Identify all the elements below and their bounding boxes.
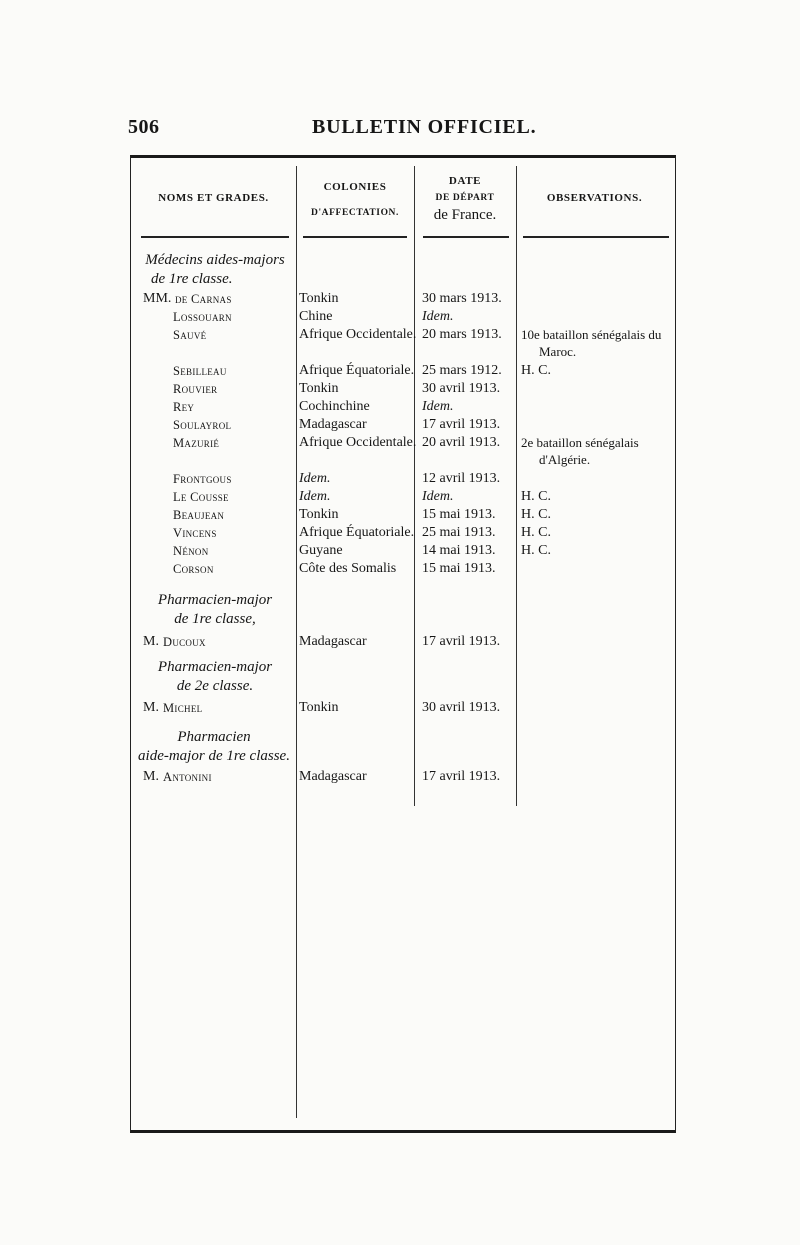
row-observation-cont: d'Algérie. bbox=[539, 452, 591, 467]
row-prefix: M. bbox=[143, 700, 159, 715]
row-colony: Idem. bbox=[299, 489, 331, 504]
row-date: 15 mai 1913. bbox=[422, 507, 496, 522]
column-rule bbox=[414, 166, 415, 806]
row-observation: H. C. bbox=[521, 525, 551, 540]
header-rule bbox=[141, 236, 289, 238]
page-number: 506 bbox=[128, 116, 160, 138]
header-rule bbox=[423, 236, 509, 238]
row-name: Mazurié bbox=[173, 436, 220, 450]
row-name: Rouvier bbox=[173, 382, 218, 396]
row-colony: Tonkin bbox=[299, 507, 339, 522]
row-name: Rey bbox=[173, 400, 195, 414]
column-rule bbox=[296, 166, 297, 1118]
row-prefix: M. bbox=[143, 769, 159, 784]
row-date: 30 avril 1913. bbox=[422, 381, 501, 396]
row-name: Sauvé bbox=[173, 328, 207, 342]
row-observation: 2e bataillon sénégalais bbox=[521, 435, 639, 450]
row-name: Vincens bbox=[173, 526, 217, 540]
header-colonies: COLONIES bbox=[323, 181, 387, 193]
row-colony: Afrique Équatoriale. bbox=[299, 525, 415, 540]
row-name: Lossouarn bbox=[173, 310, 232, 324]
section-title-line: aide-major de 1re classe. bbox=[138, 748, 290, 764]
row-date: 17 avril 1913. bbox=[422, 769, 501, 784]
section-title bbox=[135, 591, 295, 629]
section-title-line: Pharmacien bbox=[177, 729, 251, 745]
row-name: Beaujean bbox=[173, 508, 225, 522]
row-observation-cont: Maroc. bbox=[539, 344, 577, 359]
section-title-line: Médecins aides-majors bbox=[145, 252, 285, 268]
header-affectation: D'AFFECTATION. bbox=[310, 208, 399, 218]
row-colony: Madagascar bbox=[299, 634, 367, 649]
row-colony: Cochinchine bbox=[299, 399, 370, 414]
row-name: de Carnas bbox=[175, 292, 232, 306]
row-colony: Idem. bbox=[299, 471, 331, 486]
row-colony: Tonkin bbox=[299, 381, 339, 396]
row-observation: 10e bataillon sénégalais du bbox=[521, 327, 662, 342]
header-de-france: de France. bbox=[433, 207, 497, 223]
row-colony: Côte des Somalis bbox=[299, 561, 397, 576]
row-date: Idem. bbox=[422, 489, 454, 504]
row-date: 15 mai 1913. bbox=[422, 561, 496, 576]
row-name: Frontgous bbox=[173, 472, 232, 486]
header-rule bbox=[303, 236, 407, 238]
row-name: Ducoux bbox=[163, 635, 206, 649]
section-title bbox=[131, 728, 297, 766]
row-date: 30 mars 1913. bbox=[422, 291, 502, 306]
row-date: 14 mai 1913. bbox=[422, 543, 496, 558]
row-date: 17 avril 1913. bbox=[422, 417, 501, 432]
row-colony: Madagascar bbox=[299, 769, 367, 784]
row-date: 30 avril 1913. bbox=[422, 700, 501, 715]
row-observation: H. C. bbox=[521, 507, 551, 522]
row-colony: Tonkin bbox=[299, 291, 339, 306]
running-title: BULLETIN OFFICIEL. bbox=[312, 116, 537, 138]
header-rule bbox=[523, 236, 669, 238]
row-date: Idem. bbox=[422, 309, 454, 324]
section-title bbox=[135, 251, 295, 289]
column-rule bbox=[516, 166, 517, 806]
row-observation: H. C. bbox=[521, 363, 551, 378]
row-observation: H. C. bbox=[521, 489, 551, 504]
row-name: Soulayrol bbox=[173, 418, 232, 432]
row-date: 20 avril 1913. bbox=[422, 435, 501, 450]
header-date: DATE bbox=[448, 175, 482, 187]
row-name: Corson bbox=[173, 562, 214, 576]
row-name: Antonini bbox=[163, 770, 212, 784]
row-colony: Tonkin bbox=[299, 700, 339, 715]
row-colony: Afrique Équatoriale. bbox=[299, 363, 415, 378]
row-observation: H. C. bbox=[521, 543, 551, 558]
section-title bbox=[135, 658, 295, 696]
row-colony: Madagascar bbox=[299, 417, 367, 432]
header-noms: NOMS ET GRADES. bbox=[158, 192, 269, 204]
row-name: Sebilleau bbox=[173, 364, 227, 378]
assignments-table bbox=[130, 155, 676, 1133]
section-title-line: de 2e classe. bbox=[176, 678, 254, 694]
row-colony: Guyane bbox=[299, 543, 343, 558]
row-date: Idem. bbox=[422, 399, 454, 414]
row-date: 25 mars 1912. bbox=[422, 363, 502, 378]
row-date: 17 avril 1913. bbox=[422, 634, 501, 649]
row-name: Le Cousse bbox=[173, 490, 229, 504]
section-title-line: de 1re classe. bbox=[151, 271, 233, 287]
header-depart: DE DÉPART bbox=[435, 193, 495, 203]
row-colony: Afrique Occidentale. bbox=[299, 327, 417, 342]
row-colony: Afrique Occidentale. bbox=[299, 435, 417, 450]
section-title-line: de 1re classe, bbox=[174, 611, 256, 627]
row-date: 25 mai 1913. bbox=[422, 525, 496, 540]
row-name: Nénon bbox=[173, 544, 209, 558]
section-title-line: Pharmacien-major bbox=[157, 659, 273, 675]
row-colony: Chine bbox=[299, 309, 333, 324]
row-prefix: MM. bbox=[143, 291, 172, 306]
row-date: 12 avril 1913. bbox=[422, 471, 501, 486]
section-title-line: Pharmacien-major bbox=[157, 592, 273, 608]
row-prefix: M. bbox=[143, 634, 159, 649]
row-name: Michel bbox=[163, 701, 203, 715]
row-date: 20 mars 1913. bbox=[422, 327, 502, 342]
header-observations: OBSERVATIONS. bbox=[546, 192, 643, 204]
